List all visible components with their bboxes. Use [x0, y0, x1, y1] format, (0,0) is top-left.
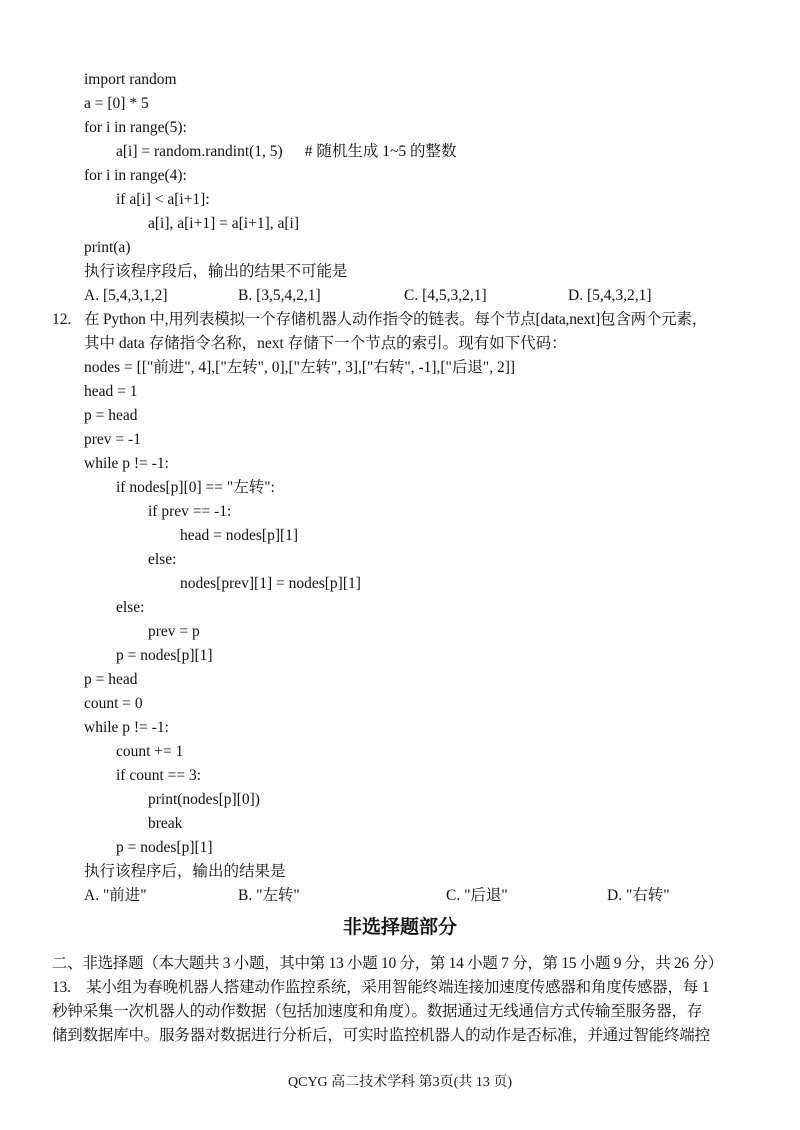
code-text: a[i] = random.randint(1, 5) [116, 143, 283, 160]
code-line: prev = p [148, 623, 200, 640]
code-line: p = nodes[p][1] [116, 839, 213, 856]
question-intro: 在 Python 中,用列表模拟一个存储机器人动作指令的链表。每个节点[data,next]包含两个元素， [84, 311, 708, 328]
section-intro: 二、非选择题（本大题共 3 小题，其中第 13 小题 10 分，第 14 小题 7 分，第 15 小题 9 分，共 26 分） [52, 955, 723, 972]
code-line: a[i], a[i+1] = a[i+1], a[i] [148, 215, 300, 232]
code-line [116, 142, 456, 162]
code-line: if nodes[p][0] == "左转": [116, 479, 275, 496]
option-b: B. [3,5,4,2,1] [238, 287, 321, 304]
question-intro: 其中 data 存储指令名称，next 存储下一个节点的索引。现有如下代码： [84, 335, 567, 352]
question-text: 秒钟采集一次机器人的动作数据（包括加速度和角度）。数据通过无线通信方式传输至服务器，存 [52, 1003, 703, 1020]
code-line: if count == 3: [116, 767, 202, 784]
option-a: A. [5,4,3,1,2] [84, 287, 168, 304]
code-line: print(nodes[p][0]) [148, 791, 260, 808]
code-line: import random [84, 71, 177, 88]
question-text: 13. 某小组为春晚机器人搭建动作监控系统，采用智能终端连接加速度传感器和角度传感器，每 1 [52, 979, 710, 996]
code-line: p = head [84, 671, 138, 688]
code-line: count += 1 [116, 743, 184, 760]
question-number: 12. [52, 311, 72, 328]
code-line: head = nodes[p][1] [180, 527, 299, 544]
code-line: if a[i] < a[i+1]: [116, 191, 210, 208]
code-line: else: [148, 551, 177, 568]
option-c: C. "后退" [446, 887, 508, 904]
section-title: 非选择题部分 [342, 917, 457, 938]
code-comment: # 随机生成 1~5 的整数 [304, 143, 457, 160]
code-line: break [148, 815, 183, 832]
code-line: print(a) [84, 239, 131, 256]
question-stem: 执行该程序段后，输出的结果不可能是 [84, 263, 348, 280]
option-d: D. [5,4,3,2,1] [568, 287, 652, 304]
code-line: p = nodes[p][1] [116, 647, 213, 664]
option-b: B. "左转" [238, 887, 300, 904]
code-line: for i in range(4): [84, 167, 187, 184]
page-footer: QCYG 高二技术学科 第3页(共 13 页) [288, 1075, 512, 1090]
question-text: 储到数据库中。服务器对数据进行分析后，可实时监控机器人的动作是否标准，并通过智能终端控 [52, 1027, 710, 1044]
code-line: count = 0 [84, 695, 143, 712]
code-line: prev = -1 [84, 431, 141, 448]
code-line: a = [0] * 5 [84, 95, 149, 112]
code-line: while p != -1: [84, 455, 169, 472]
code-line: p = head [84, 407, 138, 424]
code-line: nodes = [["前进", 4],["左转", 0],["左转", 3],["右转", -1],["后退", 2]] [84, 359, 516, 376]
code-line: if prev == -1: [148, 503, 232, 520]
option-a: A. "前进" [84, 887, 147, 904]
question-stem: 执行该程序后，输出的结果是 [84, 863, 286, 880]
code-line: nodes[prev][1] = nodes[p][1] [180, 575, 361, 592]
option-c: C. [4,5,3,2,1] [404, 287, 487, 304]
option-d: D. "右转" [607, 887, 670, 904]
code-line: else: [116, 599, 145, 616]
code-line: head = 1 [84, 383, 138, 400]
code-line: while p != -1: [84, 719, 169, 736]
code-line: for i in range(5): [84, 119, 187, 136]
